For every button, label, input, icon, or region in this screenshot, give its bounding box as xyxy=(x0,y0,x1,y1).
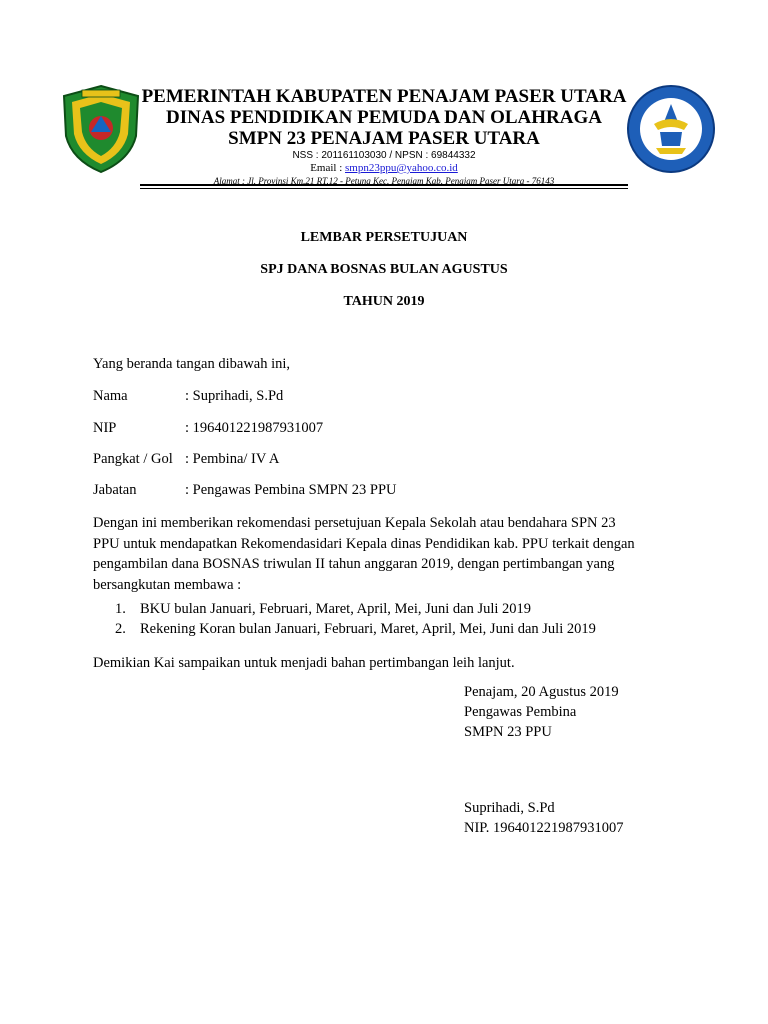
paragraph-line: PPU untuk mendapatkan Rekomendasidari Kepala dinas Pendidikan kab. PPU terkait dengan xyxy=(93,535,635,552)
regency-emblem-logo xyxy=(60,84,142,174)
email-link[interactable]: smpn23ppu@yahoo.co.id xyxy=(345,162,458,174)
letterhead-divider-thick xyxy=(140,184,628,186)
signatory-nip: NIP. 196401221987931007 xyxy=(464,820,624,836)
field-label-jabatan: Jabatan xyxy=(93,482,137,498)
list-item xyxy=(115,601,531,618)
email-label: Email : xyxy=(310,162,346,174)
paragraph-line: Dengan ini memberikan rekomendasi persetujuan Kepala Sekolah atau bendahara SPN 23 xyxy=(93,515,616,531)
letterhead-department: DINAS PENDIDIKAN PEMUDA DAN OLAHRAGA xyxy=(166,107,602,128)
field-value-pangkat: : Pembina/ IV A xyxy=(185,451,280,467)
tut-wuri-handayani-logo xyxy=(626,84,716,174)
list-number: 2. xyxy=(115,621,126,637)
letterhead-address: Alamat : Jl. Provinsi Km.21 RT.12 - Petung Kec. Penajam Kab. Penajam Paser Utara - 76143 xyxy=(213,176,555,186)
document-year: TAHUN 2019 xyxy=(343,294,425,309)
list-text: BKU bulan Januari, Februari, Maret, April, Mei, Juni dan Juli 2019 xyxy=(140,601,532,617)
signature-role: Pengawas Pembina xyxy=(464,704,577,720)
list-number: 1. xyxy=(115,601,126,617)
intro-text: Yang beranda tangan dibawah ini, xyxy=(93,356,291,372)
field-value-nama: : Suprihadi, S.Pd xyxy=(185,388,284,404)
field-label-nama: Nama xyxy=(93,388,128,404)
paragraph-line: pengambilan dana BOSNAS triwulan II tahun anggaran 2019, dengan pertimbangan yang xyxy=(93,556,615,572)
letterhead-nss-npsn: NSS : 201161103030 / NPSN : 69844332 xyxy=(292,150,476,161)
letterhead-email-line xyxy=(140,162,628,175)
document-title: LEMBAR PERSETUJUAN xyxy=(300,230,468,245)
letterhead-government: PEMERINTAH KABUPATEN PENAJAM PASER UTARA xyxy=(141,86,627,107)
list-item xyxy=(115,621,596,638)
field-value-nip: : 196401221987931007 xyxy=(185,420,324,436)
recommendation-paragraph xyxy=(93,513,653,595)
paragraph-line: bersangkutan membawa : xyxy=(93,576,242,593)
letterhead-divider-thin xyxy=(140,188,628,189)
closing-text: Demikian Kai sampaikan untuk menjadi bahan pertimbangan leih lanjut. xyxy=(93,655,515,671)
list-text: Rekening Koran bulan Januari, Februari, Maret, April, Mei, Juni dan Juli 2019 xyxy=(140,621,596,637)
letterhead xyxy=(140,86,628,187)
field-value-jabatan: : Pengawas Pembina SMPN 23 PPU xyxy=(185,482,397,498)
field-label-nip: NIP xyxy=(93,420,117,436)
signatory-name: Suprihadi, S.Pd xyxy=(464,800,555,816)
letterhead-school: SMPN 23 PENAJAM PASER UTARA xyxy=(228,128,540,149)
document-subtitle: SPJ DANA BOSNAS BULAN AGUSTUS xyxy=(260,262,508,277)
field-label-pangkat: Pangkat / Gol xyxy=(93,451,173,467)
signature-school: SMPN 23 PPU xyxy=(464,724,552,740)
signature-place-date: Penajam, 20 Agustus 2019 xyxy=(464,684,619,700)
